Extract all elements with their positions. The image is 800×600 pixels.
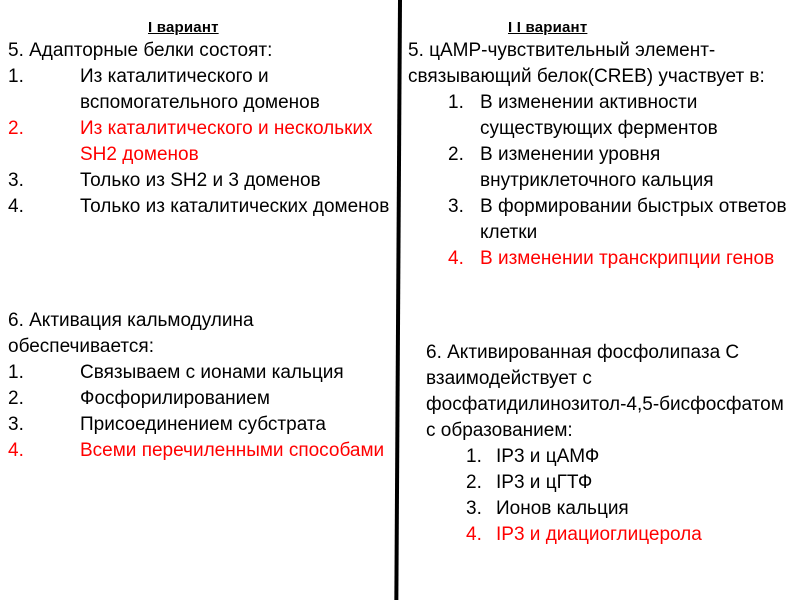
option-number: 4. (448, 248, 464, 269)
option-number: 1. (466, 446, 482, 467)
option-number: 3. (8, 414, 24, 435)
question-text: 6. Активированная фосфолипаза С взаимодействует с фосфатидилинозитол-4,5-бисфосфатом с образованием: (426, 342, 784, 441)
answer-option (466, 444, 788, 470)
option-text: Всеми перечиленными способами (80, 440, 385, 461)
answer-option-correct (8, 438, 393, 464)
answer-option (8, 386, 393, 412)
option-number: 4. (466, 524, 482, 545)
left-question-6 (8, 308, 393, 464)
option-text: Ионов кальция (496, 498, 629, 519)
answer-option (448, 142, 790, 194)
answer-option (466, 496, 788, 522)
answer-option (466, 470, 788, 496)
answer-option (448, 194, 790, 246)
option-number: 4. (8, 440, 24, 461)
answer-list (448, 90, 790, 272)
answer-option (8, 64, 393, 116)
answer-option (8, 412, 393, 438)
question-text: 5. цAMP-чувствительный элемент-связывающий белок(CREB) участвует в: (408, 40, 765, 87)
option-text: Только из SH2 и 3 доменов (80, 170, 321, 191)
option-number: 2. (448, 144, 464, 165)
option-text: Присоединением субстрата (80, 414, 326, 435)
option-text: В изменении активности существующих ферментов (480, 92, 718, 139)
option-text: IP3 и цАМФ (496, 446, 600, 467)
variant-1-title: I вариант (148, 19, 219, 36)
answer-option-correct (466, 522, 788, 548)
answer-option-correct (448, 246, 790, 272)
option-text: Из каталитического и нескольких SH2 доменов (80, 118, 373, 165)
option-number: 1. (448, 92, 464, 113)
column-divider (394, 0, 402, 600)
option-text: IP3 и цГТФ (496, 472, 593, 493)
option-text: IP3 и диациоглицерола (496, 524, 702, 545)
answer-list (466, 444, 788, 548)
option-text: В изменении транскрипции генов (480, 248, 775, 269)
option-text: В изменении уровня внутриклеточного кальция (480, 144, 714, 191)
option-text: Из каталитического и вспомогательного доменов (80, 66, 320, 113)
option-text: Только из каталитических доменов (80, 196, 390, 217)
answer-option (448, 90, 790, 142)
question-text: 6. Активация кальмодулина обеспечивается: (8, 310, 254, 357)
answer-option-correct (8, 116, 393, 168)
answer-list (8, 360, 393, 464)
option-number: 4. (8, 196, 24, 217)
option-number: 2. (8, 388, 24, 409)
option-number: 2. (8, 118, 24, 139)
option-number: 3. (448, 196, 464, 217)
option-text: Фосфорилированием (80, 388, 270, 409)
answer-option (8, 194, 393, 220)
answer-option (8, 168, 393, 194)
option-number: 3. (466, 498, 482, 519)
option-number: 1. (8, 362, 24, 383)
option-number: 2. (466, 472, 482, 493)
option-text: Связываем с ионами кальция (80, 362, 344, 383)
option-number: 1. (8, 66, 24, 87)
variant-2-title: I I вариант (508, 19, 588, 36)
answer-option (8, 360, 393, 386)
answer-list (8, 64, 393, 220)
option-number: 3. (8, 170, 24, 191)
right-question-5 (408, 38, 790, 272)
option-text: В формировании быстрых ответов клетки (480, 196, 787, 243)
left-question-5 (8, 38, 393, 220)
right-question-6 (426, 340, 788, 548)
question-text: 5. Адапторные белки состоят: (8, 40, 273, 61)
